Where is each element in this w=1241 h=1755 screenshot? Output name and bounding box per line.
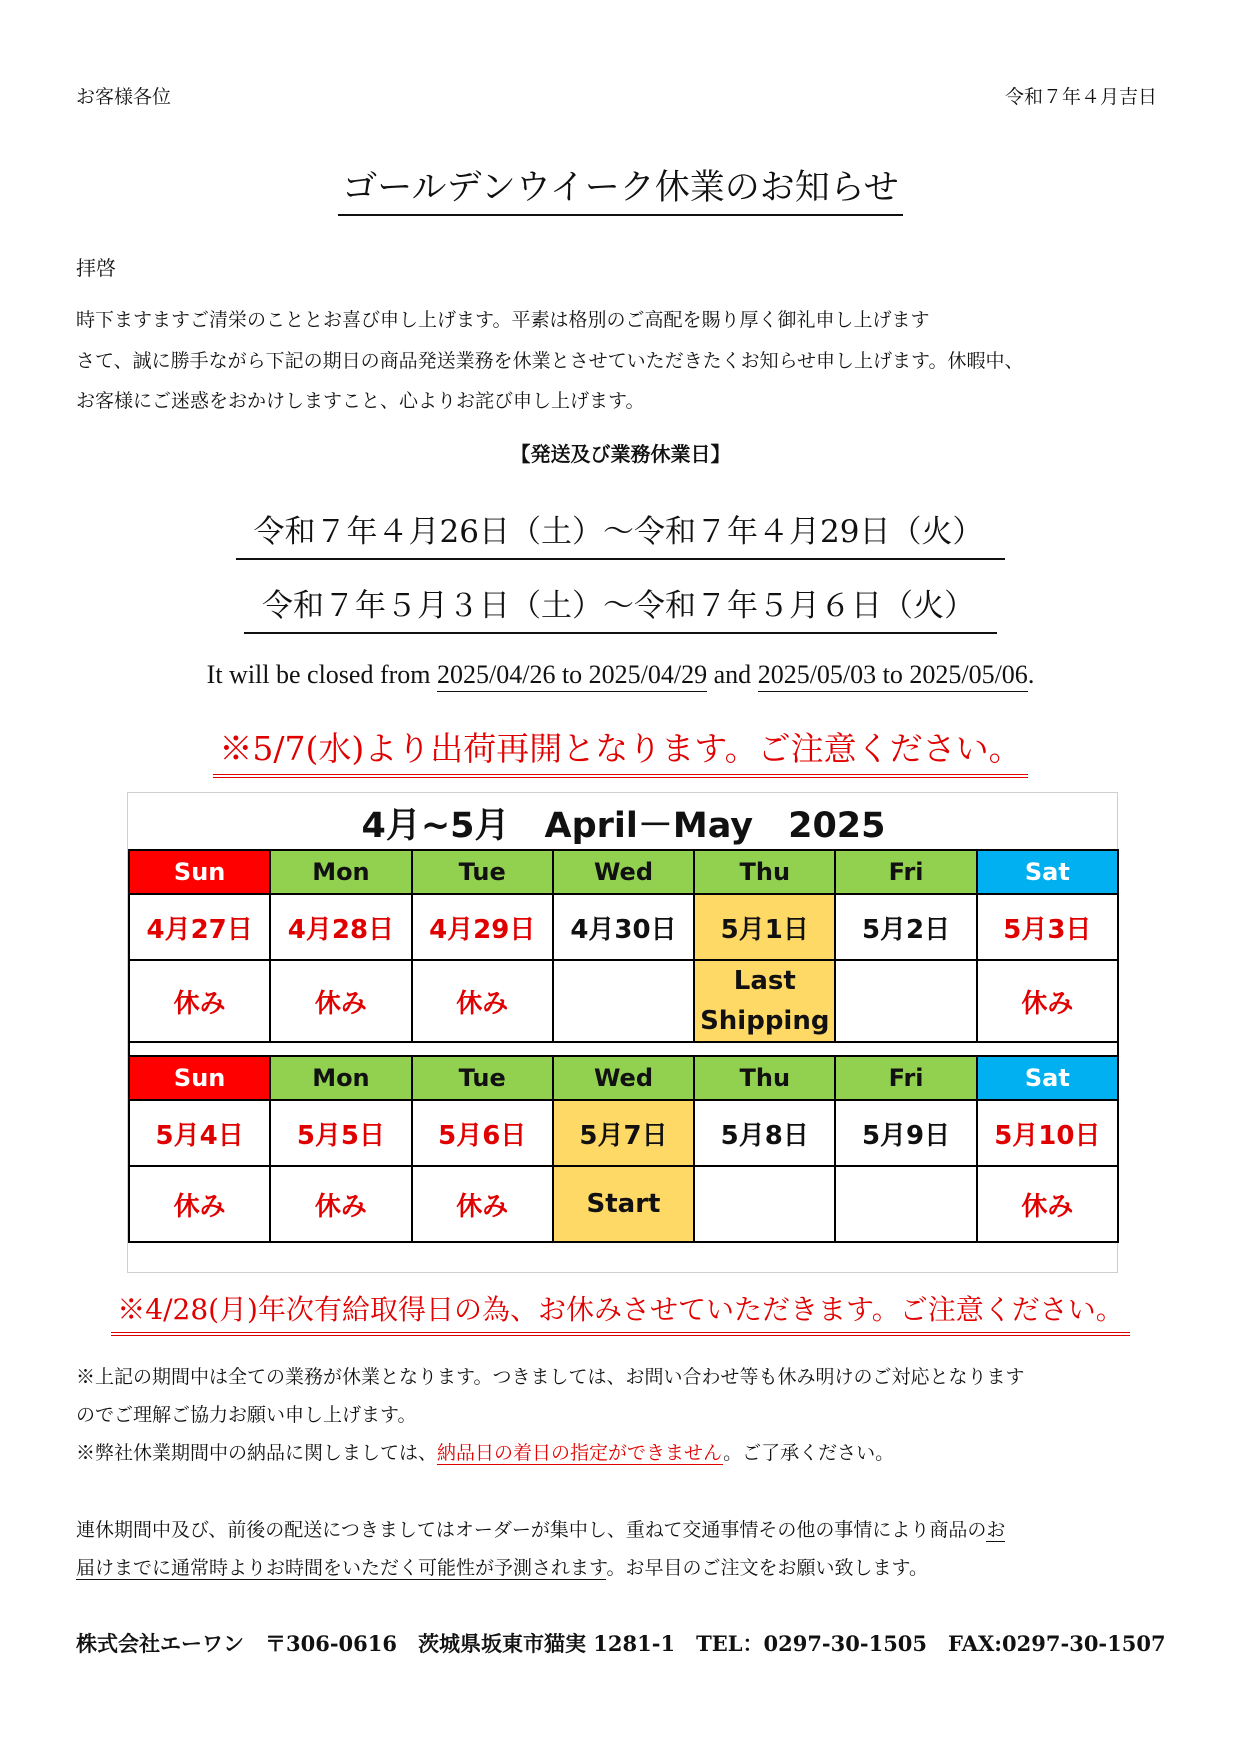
body-line-1: 時下ますますご清栄のこととお喜び申し上げます。平素は格別のご高配を賜り厚く御礼申し上げます [76,309,930,331]
day-header-wed: Wed [553,850,694,894]
day-header-sat: Sat [977,1056,1118,1100]
date-cell: 4月27日 [129,894,270,960]
english-prefix: It will be closed from [206,660,438,689]
note-cell [694,1166,835,1242]
date-cell-highlight: 5月1日 [694,894,835,960]
date-cell: 5月6日 [412,1100,553,1166]
paid-leave-notice: ※4/28(月)年次有給取得日の為、お休みさせていただきます。ご注意ください。 [111,1293,1130,1336]
footnote-2-suffix: 。ご了承ください。 [723,1442,895,1464]
day-header-sun: Sun [129,1056,270,1100]
closure-period-1-wrap [0,506,1241,551]
date-cell: 5月8日 [694,1100,835,1166]
day-header-tue: Tue [412,1056,553,1100]
note-cell: 休み [977,960,1118,1042]
english-middle: and [707,660,758,689]
note-cell: 休み [129,960,270,1042]
note-row [129,960,1118,1042]
note-cell-last-shipping: Last Shipping [694,960,835,1042]
day-header-tue: Tue [412,850,553,894]
company-info: 株式会社エーワン 〒306-0616 茨城県坂東市猫実 1281-1 TEL：0297-30-1505 FAX:0297-30-1507 [76,1631,1166,1656]
date-row [129,1100,1118,1166]
note-cell: 休み [977,1166,1118,1242]
note-cell: 休み [270,960,411,1042]
english-suffix: . [1027,660,1035,689]
page-title-wrap [0,160,1241,210]
calendar-title: 4月~5月 April－May 2025 [361,806,886,846]
footnote-3-underline-1: お [986,1519,1006,1541]
footnote-3-suffix: 。お早目のご注文をお願い致します。 [606,1557,928,1579]
note-cell: 休み [270,1166,411,1242]
date-row [129,894,1118,960]
note-cell: 休み [129,1166,270,1242]
date-cell-highlight: 5月7日 [553,1100,694,1166]
date-cell: 5月2日 [835,894,976,960]
greeting: 拝啓 [76,256,116,280]
calendar [127,792,1118,1273]
date-cell: 4月30日 [553,894,694,960]
footnote-1-line-2: のでご理解ご協力お願い申し上げます。 [76,1404,417,1426]
day-header-sat: Sat [977,850,1118,894]
note-row [129,1166,1118,1242]
week-separator [128,1033,1119,1057]
date-cell: 5月10日 [977,1100,1118,1166]
note-cell: 休み [412,1166,553,1242]
footnote-2-prefix: ※弊社休業期間中の納品に関しましては、 [76,1442,438,1464]
note-cell: 休み [412,960,553,1042]
day-header-fri: Fri [835,850,976,894]
calendar-week-2 [128,1055,1119,1243]
addressee: お客様各位 [76,86,172,108]
date-cell: 5月3日 [977,894,1118,960]
date-cell: 5月4日 [129,1100,270,1166]
closure-period-1: 令和７年４月26日（土）～令和７年４月29日（火） [236,514,1006,560]
day-header-thu: Thu [694,1056,835,1100]
issue-date: 令和７年４月吉日 [1004,86,1157,108]
restart-notice-wrap [0,723,1241,770]
date-cell: 5月9日 [835,1100,976,1166]
english-range-2: 2025/05/03 to 2025/05/06 [758,660,1028,692]
day-header-thu: Thu [694,850,835,894]
day-header-mon: Mon [270,1056,411,1100]
footnote-3-prefix: 連休期間中及び、前後の配送につきましてはオーダーが集中し、重ねて交通事情その他の事情により商品の [76,1519,987,1541]
page-title: ゴールデンウイーク休業のお知らせ [338,168,903,216]
footnote-1-line-1: ※上記の期間中は全ての業務が休業となります。つきましては、お問い合わせ等も休み明けのご対応となります [76,1366,1025,1388]
footnote-3-line-2 [76,1553,928,1580]
day-header-mon: Mon [270,850,411,894]
date-cell: 5月5日 [270,1100,411,1166]
date-cell: 4月28日 [270,894,411,960]
english-notice [0,660,1241,690]
english-range-1: 2025/04/26 to 2025/04/29 [437,660,707,692]
note-cell [553,960,694,1042]
day-header-sun: Sun [129,850,270,894]
section-heading: 【発送及び業務休業日】 [510,442,731,466]
weekday-header-row [129,1056,1118,1100]
day-header-fri: Fri [835,1056,976,1100]
note-cell-start: Start [553,1166,694,1242]
note-cell [835,960,976,1042]
body-line-2: さて、誠に勝手ながら下記の期日の商品発送業務を休業とさせていただきたくお知らせ申し上げます。休暇中、 [76,350,1024,372]
weekday-header-row [129,850,1118,894]
body-line-3: お客様にご迷惑をおかけしますこと、心よりお詫び申し上げます。 [76,390,645,412]
note-cell [835,1166,976,1242]
day-header-wed: Wed [553,1056,694,1100]
paid-leave-notice-wrap [0,1288,1241,1328]
closure-period-2: 令和７年５月３日（土）～令和７年５月６日（火） [244,588,997,634]
footnote-3-line-1 [76,1515,1005,1542]
date-cell: 4月29日 [412,894,553,960]
footnote-2 [76,1438,894,1465]
closure-period-2-wrap [0,580,1241,625]
restart-notice: ※5/7(水)より出荷再開となります。ご注意ください。 [213,729,1027,778]
footnote-2-emphasis: 納品日の着日の指定ができません [437,1442,724,1464]
calendar-week-1 [128,849,1119,1043]
footnote-3-underline-2: 届けまでに通常時よりお時間をいただく可能性が予測されます [76,1557,607,1579]
